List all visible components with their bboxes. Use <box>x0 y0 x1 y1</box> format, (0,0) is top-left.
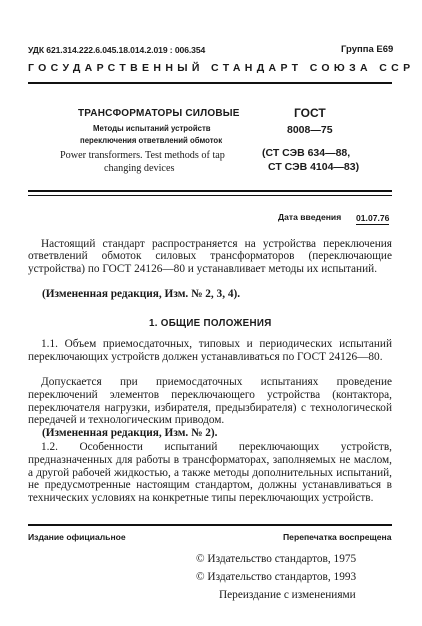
english-title-line2: changing devices <box>104 163 175 174</box>
scope-paragraph: Настоящий стандарт распространяется на устройства переключения ответвлений обмоток силовых трансформаторов (переключающие устройства) по ГОСТ 24126—80 и устанавливает методы их испытаний. <box>28 238 392 275</box>
intro-date-value: 01.07.76 <box>356 213 390 223</box>
udk-code: УДК 621.314.222.6.045.18.014.2.019 : 006.354 <box>28 45 206 55</box>
scope-amendment: (Измененная редакция, Изм. № 2, 3, 4). <box>42 288 241 300</box>
clause-1-1: 1.1. Объем приемосдаточных, типовых и периодических испытаний переключающих устройств должен устанавливаться по ГОСТ 24126—80. <box>28 338 392 363</box>
intro-date-label: Дата введения <box>278 212 342 222</box>
copyright-1993: © Издательство стандартов, 1993 <box>196 571 357 583</box>
standard-banner: ГОСУДАРСТВЕННЫЙ СТАНДАРТ СОЮЗА ССР <box>28 62 415 74</box>
gost-number: 8008—75 <box>287 124 333 136</box>
banner-rule <box>28 82 392 84</box>
title-rule-thick <box>28 190 392 192</box>
document-subtitle-line1: Методы испытаний устройств <box>93 124 211 133</box>
reissue-notice: Переиздание с изменениями <box>219 589 356 601</box>
english-title-line1: Power transformers. Test methods of tap <box>60 150 225 161</box>
document-title: ТРАНСФОРМАТОРЫ СИЛОВЫЕ <box>78 108 240 119</box>
reprint-notice: Перепечатка воспрещена <box>283 532 392 542</box>
gost-label: ГОСТ <box>294 106 326 120</box>
clause-1-2: 1.2. Особенности испытаний переключающих устройств, предназначенных для работы в трансформаторах, заполняемых не маслом, а другой рабочей жидкостью, а также методы дополнительных испытаний, не предусмотренные настоящим стандартом, должны устанавливаться в технических условиях на конкретные типы переключающих устройств. <box>28 441 392 505</box>
st-sev-line1: (СТ СЭВ 634—88, <box>262 147 351 159</box>
copyright-1975: © Издательство стандартов, 1975 <box>196 553 357 565</box>
clause-1-1-amendment: (Измененная редакция, Изм. № 2). <box>42 427 218 439</box>
group-code: Группа Е69 <box>341 44 394 55</box>
title-rule-thin <box>28 195 392 196</box>
footer-rule <box>28 524 392 526</box>
clause-1-1-permission: Допускается при приемосдаточных испытаниях проведение переключений элементов переключающего устройства (контактора, переключателя нагрузки, избирателя, предызбирателя) с технологической передачей и технологическим приводом. <box>28 376 392 427</box>
section-heading: 1. ОБЩИЕ ПОЛОЖЕНИЯ <box>149 318 272 329</box>
official-edition-label: Издание официальное <box>28 532 126 542</box>
document-subtitle-line2: переключения ответвлений обмоток <box>80 136 223 145</box>
st-sev-line2: СТ СЭВ 4104—83) <box>268 161 360 173</box>
